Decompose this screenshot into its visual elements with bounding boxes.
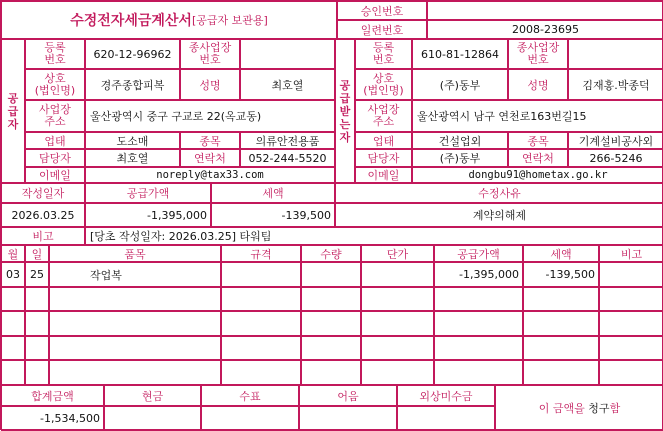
item-spec-cell [221, 262, 301, 287]
item-name-cell: 작업복 [49, 262, 221, 287]
buyer-address-label [355, 100, 412, 132]
item-tax-cell [523, 360, 599, 385]
label-line: 상호 [372, 71, 395, 85]
check-label: 수표 [201, 385, 299, 406]
supplier-side-label [1, 39, 25, 183]
date-label: 작성일자 [1, 183, 85, 203]
supplier-name-label [25, 69, 85, 100]
col-item-header: 품목 [49, 245, 221, 262]
claim-word: 청구 [588, 402, 610, 415]
item-month-cell [1, 336, 25, 360]
label-line: 번호 [372, 53, 395, 66]
item-day-cell [25, 311, 49, 336]
remark-value: [당초 작성일자: 2026.03.25] 타워팀 [85, 227, 663, 245]
col-unit-price-header: 단가 [361, 245, 434, 262]
buyer-email-value: dongbu91@hometax.go.kr [412, 167, 663, 183]
item-unit-price-cell [361, 287, 434, 311]
item-tax-cell [523, 287, 599, 311]
title-text: 수정전자세금계산서 [70, 13, 192, 29]
item-day-cell: 25 [25, 262, 49, 287]
label-line: 종사업장 [188, 41, 232, 54]
label-line: 종사업장 [516, 41, 560, 54]
item-month-cell [1, 311, 25, 336]
item-unit-price-cell [361, 336, 434, 360]
supply-amount-label: 공급가액 [85, 183, 211, 203]
supplier-rep-label: 성명 [180, 69, 240, 100]
buyer-name-label [355, 69, 412, 100]
buyer-manager-label: 담당자 [355, 149, 412, 167]
label-line: (법인명) [363, 83, 404, 97]
label-line: (법인명) [34, 83, 76, 97]
total-amount-value: -1,534,500 [1, 406, 104, 431]
item-tax-cell [523, 336, 599, 360]
cash-label: 현금 [104, 385, 201, 406]
buyer-rep-value: 김재홍.박종덕 [568, 69, 663, 100]
promissory-note-value [299, 406, 397, 431]
item-qty-cell [301, 336, 361, 360]
item-qty-cell [301, 262, 361, 287]
item-spec-cell [221, 287, 301, 311]
buyer-contact-value: 266-5246 [568, 149, 663, 167]
supplier-reg-label [25, 39, 85, 69]
item-supply-cell [434, 336, 523, 360]
supplier-item-value: 의류안전용품 [240, 132, 335, 149]
item-qty-cell [301, 311, 361, 336]
supplier-address-value: 울산광역시 중구 구교로 22(옥교동) [85, 100, 335, 132]
item-supply-cell: -1,395,000 [434, 262, 523, 287]
item-spec-cell [221, 311, 301, 336]
supplier-email-value: noreply@tax33.com [85, 167, 335, 183]
item-supply-cell [434, 287, 523, 311]
col-day-header: 일 [25, 245, 49, 262]
supplier-biz-type-label: 업태 [25, 132, 85, 149]
label-line: 등록 [44, 41, 66, 54]
label-line: 상호 [44, 71, 66, 85]
item-name-cell [49, 311, 221, 336]
supplier-name-value: 경주종합피복 [85, 69, 180, 100]
credit-value [397, 406, 495, 431]
revision-reason-label: 수정사유 [335, 183, 663, 203]
item-month-cell [1, 287, 25, 311]
credit-label: 외상미수금 [397, 385, 495, 406]
supplier-reg-value: 620-12-96962 [85, 39, 180, 69]
buyer-side-char: 는 [339, 117, 351, 131]
buyer-side-char: 급 [339, 91, 351, 105]
item-day-cell [25, 287, 49, 311]
remark-label: 비고 [1, 227, 85, 245]
item-supply-cell [434, 360, 523, 385]
col-supply-header: 공급가액 [434, 245, 523, 262]
buyer-manager-value: (주)동부 [412, 149, 508, 167]
serial-number-value: 2008-23695 [427, 20, 663, 39]
buyer-address-value: 울산광역시 남구 연천로163번길15 [412, 100, 663, 132]
buyer-side-char: 받 [339, 104, 351, 118]
claim-statement [495, 385, 663, 431]
buyer-name-value: (주)동부 [412, 69, 508, 100]
item-unit-price-cell [361, 311, 434, 336]
supplier-branch-value [240, 39, 335, 69]
buyer-branch-label [508, 39, 568, 69]
label-line: 번호 [44, 53, 66, 66]
col-remark-header: 비고 [599, 245, 663, 262]
tax-amount-label: 세액 [211, 183, 335, 203]
buyer-side-char: 자 [339, 130, 351, 144]
buyer-rep-label: 성명 [508, 69, 568, 100]
buyer-contact-label: 연락처 [508, 149, 568, 167]
item-unit-price-cell [361, 262, 434, 287]
supplier-side-char: 급 [7, 104, 19, 118]
buyer-side-label [335, 39, 355, 183]
supplier-manager-value: 최호열 [85, 149, 180, 167]
item-tax-cell [523, 311, 599, 336]
col-tax-header: 세액 [523, 245, 599, 262]
buyer-biz-type-label: 업태 [355, 132, 412, 149]
item-remark-cell [599, 311, 663, 336]
supplier-contact-value: 052-244-5520 [240, 149, 335, 167]
supplier-item-label: 종목 [180, 132, 240, 149]
col-spec-header: 규격 [221, 245, 301, 262]
supply-amount-value: -1,395,000 [85, 203, 211, 227]
buyer-item-value: 기계설비공사외 [568, 132, 663, 149]
label-line: 사업장 [39, 103, 71, 116]
item-remark-cell [599, 360, 663, 385]
total-amount-label: 합계금액 [1, 385, 104, 406]
item-supply-cell [434, 311, 523, 336]
supplier-branch-label [180, 39, 240, 69]
supplier-side-char: 공 [7, 91, 19, 105]
supplier-biz-type-value: 도소매 [85, 132, 180, 149]
invoice-title [1, 1, 337, 39]
promissory-note-label: 어음 [299, 385, 397, 406]
label-line: 주소 [44, 115, 66, 128]
item-spec-cell [221, 336, 301, 360]
tax-amount-value: -139,500 [211, 203, 335, 227]
serial-number-label: 일련번호 [337, 20, 427, 39]
supplier-manager-label: 담당자 [25, 149, 85, 167]
claim-suffix: 함 [609, 402, 621, 415]
claim-prefix: 이 금액을 [538, 402, 585, 415]
col-month-header: 월 [1, 245, 25, 262]
item-remark-cell [599, 262, 663, 287]
supplier-rep-value: 최호열 [240, 69, 335, 100]
supplier-contact-label: 연락처 [180, 149, 240, 167]
item-name-cell [49, 336, 221, 360]
buyer-reg-label [355, 39, 412, 69]
approval-number-value [427, 1, 663, 20]
title-subtitle: [공급자 보관용] [191, 14, 268, 27]
col-qty-header: 수량 [301, 245, 361, 262]
item-qty-cell [301, 360, 361, 385]
item-day-cell [25, 360, 49, 385]
cash-value [104, 406, 201, 431]
buyer-side-char: 공 [339, 78, 351, 92]
supplier-email-label: 이메일 [25, 167, 85, 183]
item-name-cell [49, 287, 221, 311]
item-month-cell: 03 [1, 262, 25, 287]
item-remark-cell [599, 336, 663, 360]
supplier-side-char: 자 [7, 117, 19, 131]
supplier-address-label [25, 100, 85, 132]
item-unit-price-cell [361, 360, 434, 385]
revision-reason-value: 계약의해제 [335, 203, 663, 227]
item-qty-cell [301, 287, 361, 311]
item-spec-cell [221, 360, 301, 385]
buyer-reg-value: 610-81-12864 [412, 39, 508, 69]
item-day-cell [25, 336, 49, 360]
buyer-biz-type-value: 건설업외 [412, 132, 508, 149]
buyer-email-label: 이메일 [355, 167, 412, 183]
item-tax-cell: -139,500 [523, 262, 599, 287]
label-line: 번호 [527, 53, 549, 66]
check-value [201, 406, 299, 431]
item-month-cell [1, 360, 25, 385]
label-line: 등록 [372, 41, 395, 54]
buyer-item-label: 종목 [508, 132, 568, 149]
date-value: 2026.03.25 [1, 203, 85, 227]
approval-number-label: 승인번호 [337, 1, 427, 20]
label-line: 사업장 [367, 103, 400, 116]
label-line: 주소 [372, 115, 395, 128]
buyer-branch-value [568, 39, 663, 69]
item-name-cell [49, 360, 221, 385]
label-line: 번호 [199, 53, 221, 66]
item-remark-cell [599, 287, 663, 311]
